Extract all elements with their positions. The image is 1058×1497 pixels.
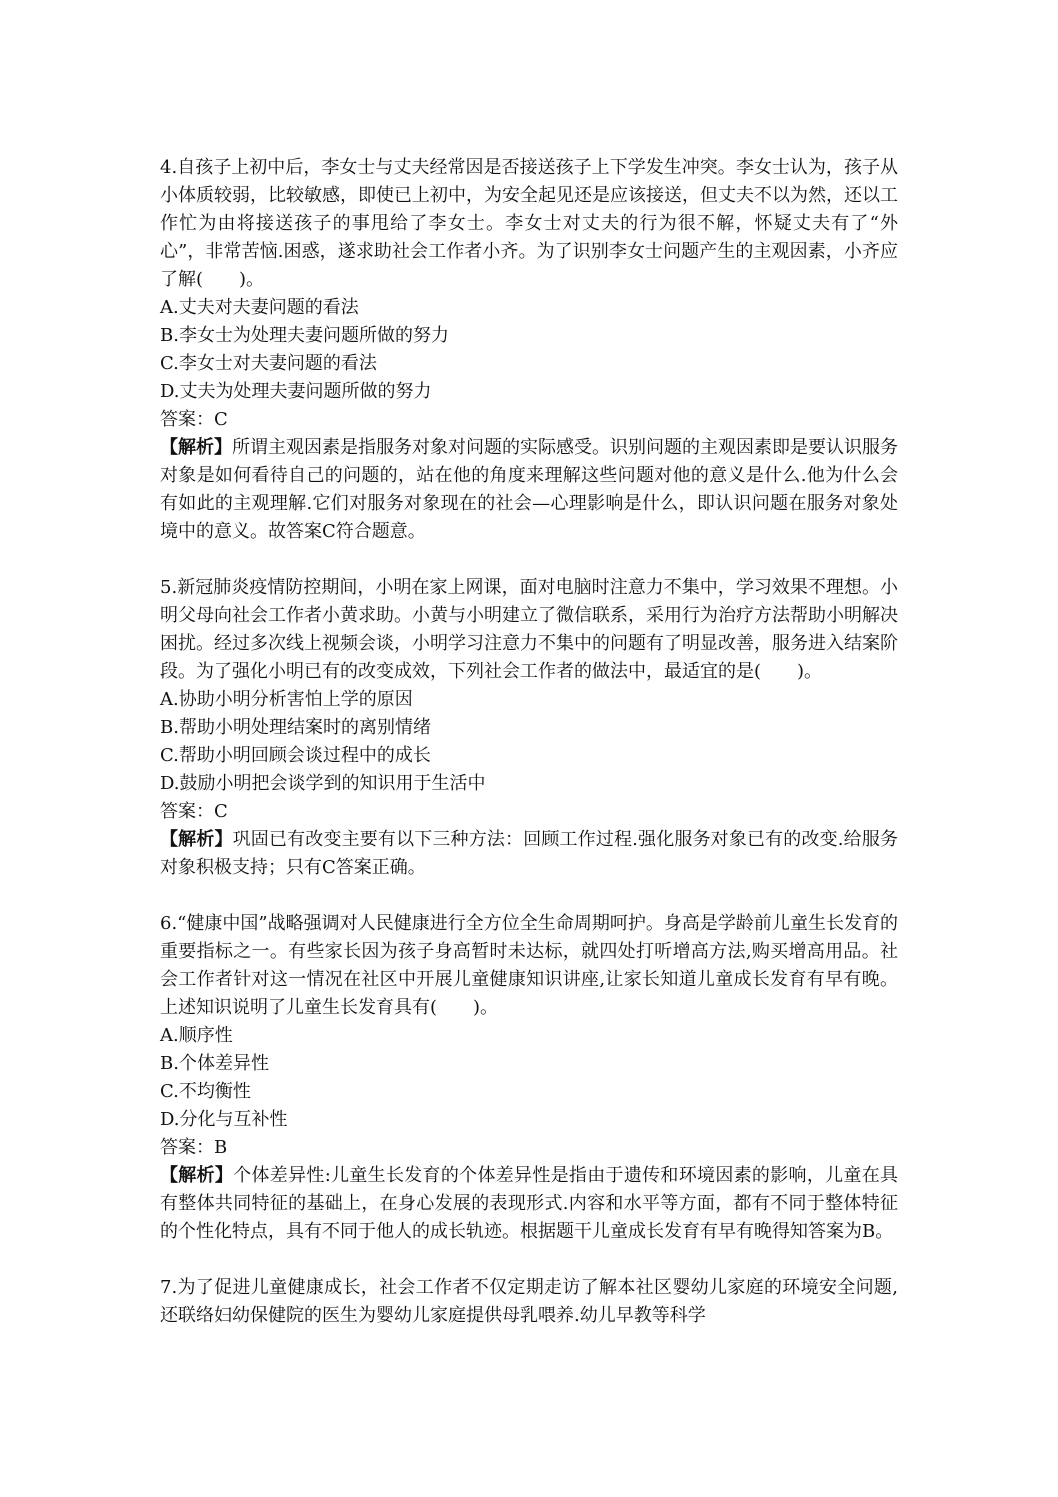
analysis-paragraph xyxy=(160,1162,898,1246)
question-5 xyxy=(160,574,898,882)
option-a: A.顺序性 xyxy=(160,1025,233,1046)
analysis-text: 所谓主观因素是指服务对象对问题的实际感受。识别问题的主观因素即是要认识服务对象是如何看待自己的问题的，站在他的角度来理解这些问题对他的意义是什么.他为什么会有如此的主观理解.它们对服务对象现在的社会—心理影响是什么，即认识问题在服务对象处境中的意义。故答案C符合题意。 xyxy=(160,437,898,542)
analysis-paragraph xyxy=(160,434,898,546)
analysis-tag: 【解析】 xyxy=(160,437,232,458)
question-stem: 5.新冠肺炎疫情防控期间，小明在家上网课，面对电脑时注意力不集中，学习效果不理想。小明父母向社会工作者小黄求助。小黄与小明建立了微信联系，采用行为治疗方法帮助小明解决困扰。经过多次线上视频会谈，小明学习注意力不集中的问题有了明显改善，服务进入结案阶段。为了强化小明已有的改变成效，下列社会工作者的做法中，最适宜的是( )。 xyxy=(160,577,898,682)
option-c: C.不均衡性 xyxy=(160,1081,251,1102)
option-d: D.丈夫为处理夫妻问题所做的努力 xyxy=(160,381,432,402)
answer-line: 答案：B xyxy=(160,1137,228,1158)
option-c: C.李女士对夫妻问题的看法 xyxy=(160,353,377,374)
option-d: D.鼓励小明把会谈学到的知识用于生活中 xyxy=(160,773,486,794)
option-b: B.个体差异性 xyxy=(160,1053,269,1074)
option-a: A.协助小明分析害怕上学的原因 xyxy=(160,689,413,710)
analysis-text: 巩固已有改变主要有以下三种方法：回顾工作过程.强化服务对象已有的改变.给服务对象积极支持；只有C答案正确。 xyxy=(160,829,898,878)
option-b: B.李女士为处理夫妻问题所做的努力 xyxy=(160,325,449,346)
question-stem: 7.为了促进儿童健康成长，社会工作者不仅定期走访了解本社区婴幼儿家庭的环境安全问题,还联络妇幼保健院的医生为婴幼儿家庭提供母乳喂养.幼儿早教等科学 xyxy=(160,1277,898,1326)
analysis-text: 个体差异性:儿童生长发育的个体差异性是指由于遗传和环境因素的影响，儿童在具有整体共同特征的基础上，在身心发展的表现形式.内容和水平等方面，都有不同于整体特征的个性化特点，具有不同于他人的成长轨迹。根据题干儿童成长发育有早有晚得知答案为B。 xyxy=(160,1165,899,1242)
option-c: C.帮助小明回顾会谈过程中的成长 xyxy=(160,745,431,766)
answer-line: 答案：C xyxy=(160,801,228,822)
analysis-tag: 【解析】 xyxy=(160,829,233,850)
analysis-tag: 【解析】 xyxy=(160,1165,234,1186)
question-stem: 6.“健康中国”战略强调对人民健康进行全方位全生命周期呵护。身高是学龄前儿童生长发育的重要指标之一。有些家长因为孩子身高暂时未达标，就四处打听增高方法,购买增高用品。社会工作者针对这一情况在社区中开展儿童健康知识讲座,让家长知道儿童成长发育有早有晚。上述知识说明了儿童生长发育具有( )。 xyxy=(160,913,898,1018)
question-4 xyxy=(160,154,898,546)
option-a: A.丈夫对夫妻问题的看法 xyxy=(160,297,359,318)
option-d: D.分化与互补性 xyxy=(160,1109,288,1130)
question-stem: 4.自孩子上初中后，李女士与丈夫经常因是否接送孩子上下学发生冲突。李女士认为，孩子从小体质较弱，比较敏感，即使已上初中，为安全起见还是应该接送，但丈夫不以为然，还以工作忙为由将接送孩子的事甩给了李女士。李女士对丈夫的行为很不解，怀疑丈夫有了“外心”，非常苦恼.困惑，遂求助社会工作者小齐。为了识别李女士问题产生的主观因素，小齐应了解( )。 xyxy=(160,157,898,290)
analysis-paragraph xyxy=(160,826,898,882)
question-7 xyxy=(160,1274,898,1330)
answer-line: 答案：C xyxy=(160,409,228,430)
question-6 xyxy=(160,910,898,1246)
option-b: B.帮助小明处理结案时的离别情绪 xyxy=(160,717,431,738)
